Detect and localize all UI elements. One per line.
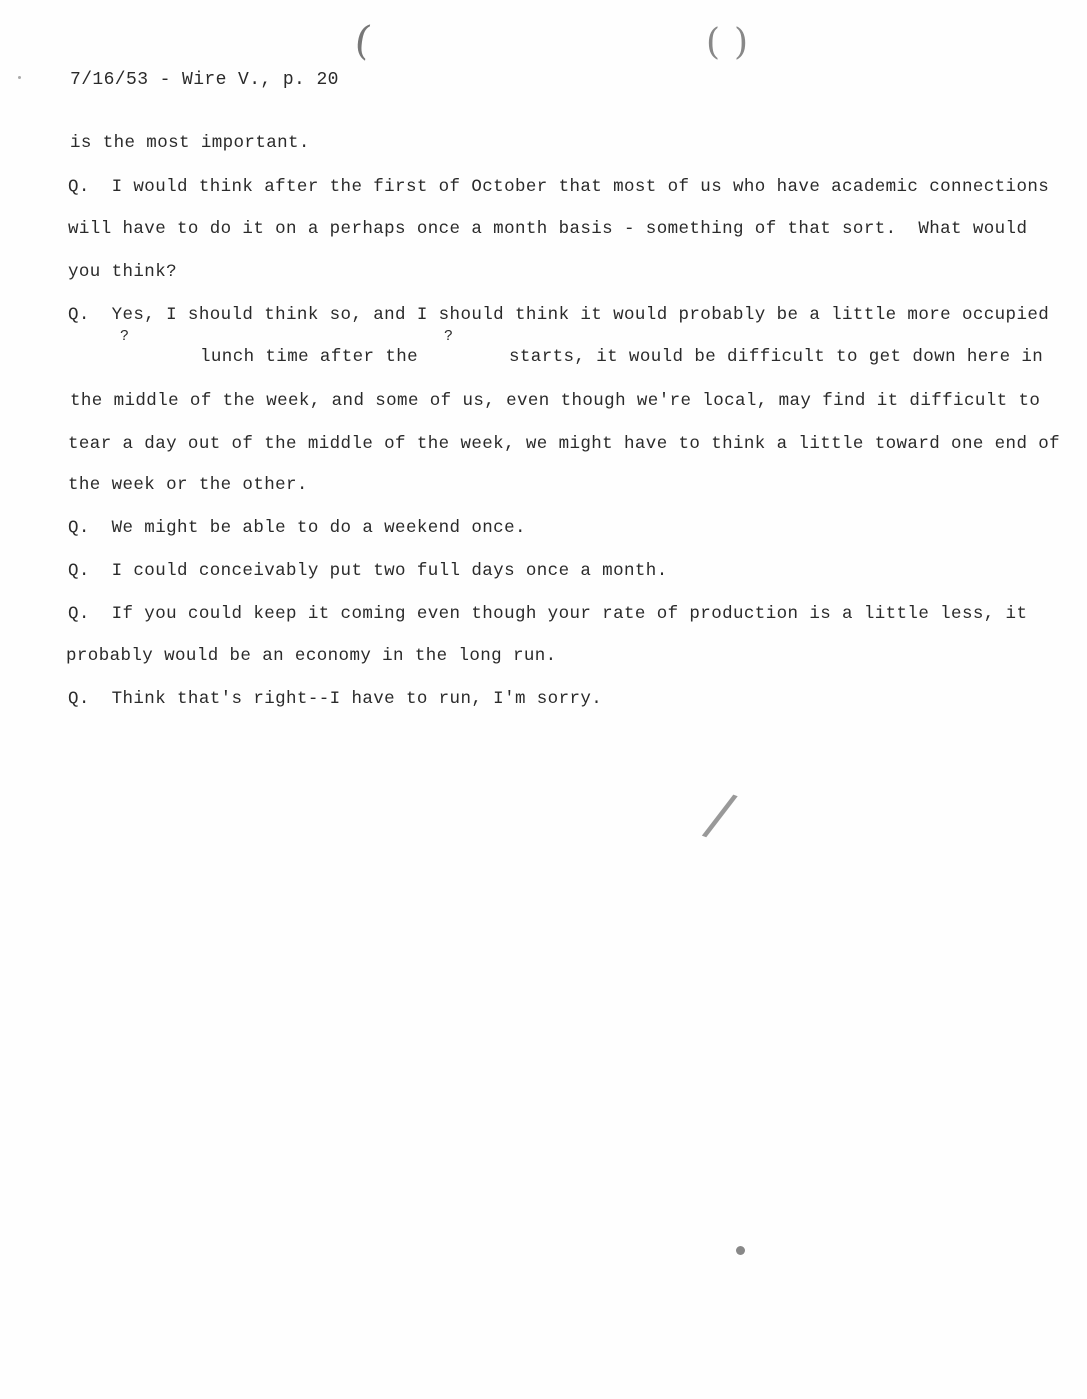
transcript-line: Q. We might be able to do a weekend once. bbox=[68, 518, 526, 538]
page-header: 7/16/53 - Wire V., p. 20 bbox=[70, 70, 339, 90]
ink-spot bbox=[736, 1246, 745, 1255]
transcript-line: Q. Think that's right--I have to run, I'm sorry. bbox=[68, 689, 603, 709]
query-mark: ? bbox=[120, 328, 130, 345]
transcript-line: will have to do it on a perhaps once a month basis - something of that sort. What would bbox=[68, 219, 1028, 239]
transcript-line: probably would be an economy in the long run. bbox=[66, 646, 557, 666]
transcript-line: starts, it would be difficult to get down here in bbox=[509, 347, 1044, 367]
pencil-mark-parenthesis: ( bbox=[351, 17, 374, 65]
transcript-line: the middle of the week, and some of us, even though we're local, may find it difficult to bbox=[70, 391, 1041, 411]
transcript-line: Q. I could conceivably put two full days once a month. bbox=[68, 561, 668, 581]
transcript-line: Q. If you could keep it coming even though your rate of production is a little less, it bbox=[68, 604, 1028, 624]
pencil-mark-stroke: / bbox=[698, 778, 742, 852]
query-mark: ? bbox=[444, 328, 454, 345]
pencil-mark-parenthesis: ) bbox=[734, 22, 749, 63]
transcript-line: lunch time after the bbox=[200, 347, 419, 367]
paper-speck bbox=[18, 76, 21, 79]
pencil-mark-parenthesis: ( bbox=[706, 22, 721, 63]
transcript-line: tear a day out of the middle of the week, we might have to think a little toward one end of bbox=[68, 434, 1061, 454]
transcript-line: Q. Yes, I should think so, and I should think it would probably be a little more occupied bbox=[68, 305, 1050, 325]
transcript-line: the week or the other. bbox=[68, 475, 308, 495]
transcript-line: Q. I would think after the first of October that most of us who have academic connections bbox=[68, 177, 1050, 197]
transcript-line: you think? bbox=[68, 262, 178, 282]
transcript-line: is the most important. bbox=[70, 133, 310, 153]
